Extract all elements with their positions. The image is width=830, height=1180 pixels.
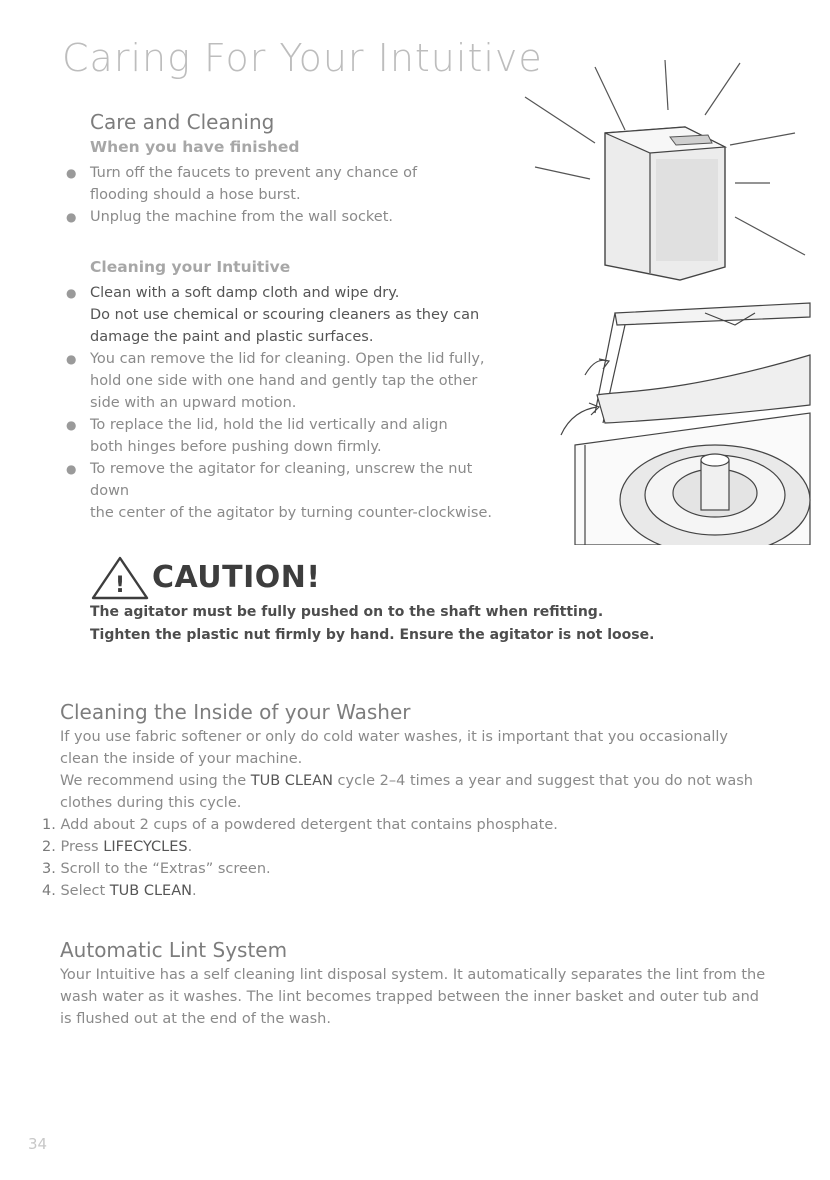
list-item-line: Clean with a soft damp cloth and wipe dry. [90,285,400,301]
step-number: 4. [42,883,56,899]
list-item-line: both hinges before pushing down firmly. [90,439,382,455]
list-item [42,880,782,902]
paragraph-line: wash water as it washes. The lint becomes trapped between the inner basket and outer tub and [60,989,759,1005]
paragraph-line: clothes during this cycle. [60,795,242,811]
list-item [42,814,782,836]
emphasis-text: LIFECYCLES [103,839,188,855]
steps-list [42,814,782,902]
paragraph-line: clean the inside of your machine. [60,751,303,767]
list-item-line: hold one side with one hand and gently tap the other [90,373,478,389]
bullet-icon: ● [66,418,77,432]
step-number: 2. [42,839,56,855]
lid-removal-illustration [555,295,817,545]
list-item-line: damage the paint and plastic surfaces. [90,329,374,345]
list-item [42,836,782,858]
paragraph-line [60,770,800,792]
text-run: Select [60,883,110,899]
inside-body [60,726,800,814]
bullet-icon: ● [66,210,77,224]
paragraph-line: If you use fabric softener or only do cold water washes, it is important that you occasionally [60,729,728,745]
text-run: We recommend using the [60,773,251,789]
paragraph-line: is flushed out at the end of the wash. [60,1011,331,1027]
caution-line: The agitator must be fully pushed on to the shaft when refitting. [90,604,604,620]
paragraph-line: Your Intuitive has a self cleaning lint disposal system. It automatically separates the lint from the [60,967,766,983]
list-item-line: To replace the lid, hold the lid vertically and align [90,417,448,433]
list-item [66,414,510,458]
list-item-line: Turn off the faucets to prevent any chance of [90,165,418,181]
washer-illustration [520,55,810,285]
bullet-icon: ● [66,352,77,366]
lint-heading: Automatic Lint System [60,938,288,962]
list-item-line: You can remove the lid for cleaning. Open the lid fully, [90,351,485,367]
finished-list [66,162,480,228]
inside-heading: Cleaning the Inside of your Washer [60,700,411,724]
list-item-line: the center of the agitator by turning counter-clockwise. [90,505,492,521]
bullet-icon: ● [66,286,77,300]
list-item [66,348,510,414]
list-item-line: flooding should a hose burst. [90,187,301,203]
page-number: 34 [28,1135,48,1153]
caution-title: CAUTION! [152,560,321,595]
list-item-line: Unplug the machine from the wall socket. [90,209,394,225]
emphasis-text: TUB CLEAN [250,773,333,789]
text-run: Add about 2 cups of a powdered detergent that contains phosphate. [60,817,558,833]
lint-body [60,964,820,1030]
text-run: cycle 2–4 times a year and suggest that you do not wash [332,773,753,789]
warning-triangle-icon [90,555,150,601]
text-run: Press [60,839,104,855]
list-item-line: To remove the agitator for cleaning, unscrew the nut down [90,461,473,499]
list-item [66,206,480,228]
step-number: 3. [42,861,56,877]
list-item [66,282,510,348]
list-item [66,458,510,524]
finished-heading: When you have finished [90,138,300,156]
step-number: 1. [42,817,56,833]
cleaning-list [66,282,510,524]
emphasis-text: TUB CLEAN [109,883,192,899]
text-run: . [191,883,197,899]
text-run: Scroll to the “Extras” screen. [60,861,271,877]
caution-line: Tighten the plastic nut firmly by hand. Ensure the agitator is not loose. [90,627,655,643]
page-title: Caring For Your Intuitive [62,36,543,80]
text-run: . [187,839,193,855]
list-item [66,162,480,206]
list-item [42,858,782,880]
care-heading: Care and Cleaning [90,110,275,134]
cleaning-heading: Cleaning your Intuitive [90,258,291,276]
list-item-line: side with an upward motion. [90,395,297,411]
list-item-line: Do not use chemical or scouring cleaners as they can [90,307,480,323]
bullet-icon: ● [66,462,77,476]
warning-symbol: ! [114,573,126,598]
bullet-icon: ● [66,166,77,180]
